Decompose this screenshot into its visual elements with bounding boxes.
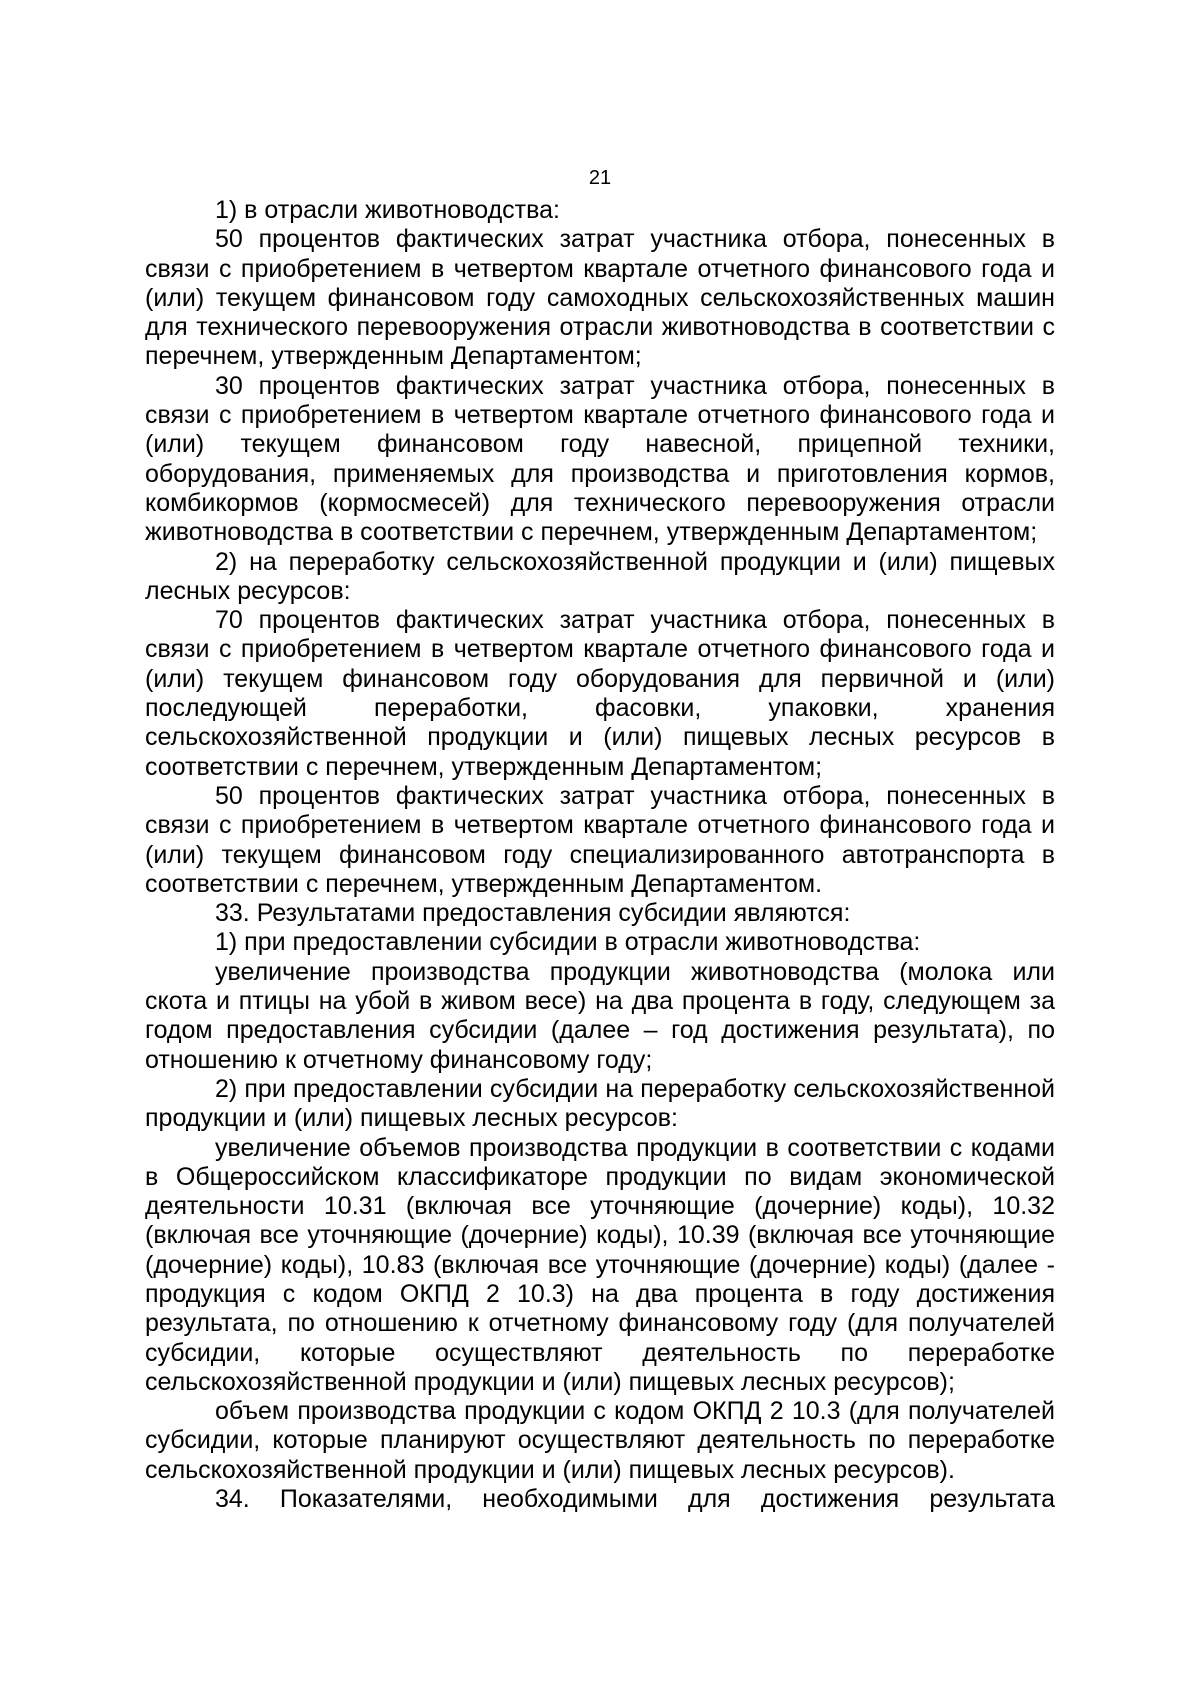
paragraph-result-processing-increase: увеличение объемов производства продукции в соответствии с кодами в Общероссийском классификаторе продукции по видам экономической деятельности 10.31 (включая все уточняющие (дочерние) коды), 10.32 (включая все уточняющие (дочерние) коды), 10.39 (включая все уточняющие (дочерние) коды), 10.83 (включая все уточняющие (дочерние) коды) (далее - продукция с кодом ОКПД 2 10.3) на два процента в году достижения результата, по отношению к отчетному финансовому году (для получателей субсидии, которые осуществляют деятельность по переработке сельскохозяйственной продукции и (или) пищевых лесных ресурсов);: [145, 1133, 1055, 1396]
paragraph-processing-heading: 2) на переработку сельскохозяйственной продукции и (или) пищевых лесных ресурсов:: [145, 547, 1055, 605]
paragraph-section-34: 34. Показателями, необходимыми для достижения результата: [215, 1485, 1055, 1514]
paragraph-livestock-heading: 1) в отрасли животноводства:: [215, 196, 560, 224]
paragraph-result-processing-volume: объем производства продукции с кодом ОКПД 2 10.3 (для получателей субсидии, которые планируют осуществляют деятельность по переработке сельскохозяйственной продукции и (или) пищевых лесных ресурсов).: [145, 1397, 1055, 1484]
paragraph-section-33: 33. Результатами предоставления субсидии являются:: [215, 899, 851, 928]
document-body: [145, 196, 1055, 1514]
paragraph-processing-equipment: 70 процентов фактических затрат участника отбора, понесенных в связи с приобретением в четвертом квартале отчетного финансового года и (или) текущем финансовом году оборудования для первичной и (или) последующей переработки, фасовки, упаковки, хранения сельскохозяйственной продукции и (или) пищевых лесных ресурсов в соответствии с перечнем, утвержденным Департаментом;: [145, 606, 1055, 781]
paragraph-result-processing-heading: 2) при предоставлении субсидии на переработку сельскохозяйственной продукции и (или) пищевых лесных ресурсов:: [145, 1074, 1055, 1133]
page-number: 21: [588, 167, 612, 189]
paragraph-result-livestock: увеличение производства продукции животноводства (молока или скота и птицы на убой в живом весе) на два процента в году, следующем за годом предоставления субсидии (далее – год достижения результата), по отношению к отчетному финансовому году;: [145, 957, 1055, 1074]
paragraph-livestock-machines: 50 процентов фактических затрат участника отбора, понесенных в связи с приобретением в четвертом квартале отчетного финансового года и (или) текущем финансовом году самоходных сельскохозяйственных машин для технического перевооружения отрасли животноводства в соответствии с перечнем, утвержденным Департаментом;: [145, 225, 1055, 371]
paragraph-livestock-equipment: 30 процентов фактических затрат участника отбора, понесенных в связи с приобретением в четвертом квартале отчетного финансового года и (или) текущем финансовом году навесной, прицепной техники, оборудования, применяемых для производства и приготовления кормов, комбикормов (кормосмесей) для технического перевооружения отрасли животноводства в соответствии с перечнем, утвержденным Департаментом;: [145, 371, 1055, 547]
paragraph-processing-transport: 50 процентов фактических затрат участника отбора, понесенных в связи с приобретением в четвертом квартале отчетного финансового года и (или) текущем финансовом году специализированного автотранспорта в соответствии с перечнем, утвержденным Департаментом.: [145, 781, 1055, 898]
paragraph-result-livestock-heading: 1) при предоставлении субсидии в отрасли животноводства:: [215, 928, 921, 957]
